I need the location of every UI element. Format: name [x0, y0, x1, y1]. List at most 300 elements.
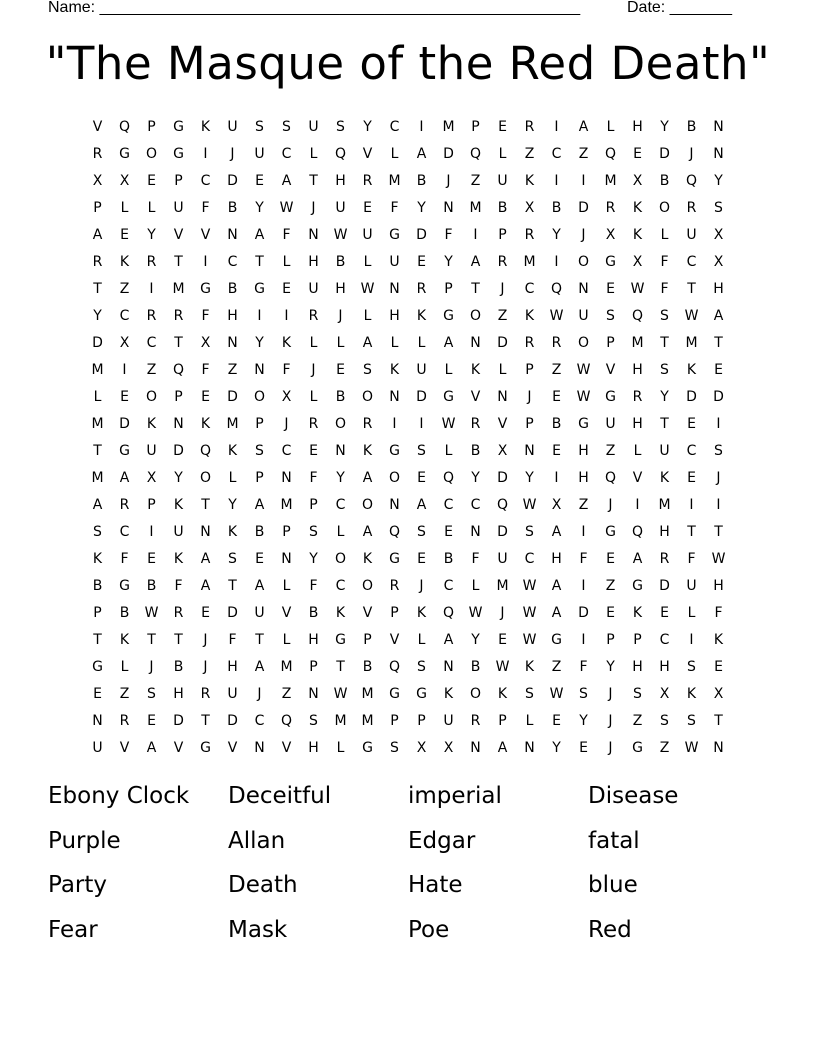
grid-letter: E — [660, 604, 669, 621]
grid-letter: M — [361, 685, 374, 702]
grid-letter: K — [524, 658, 535, 675]
grid-letter: N — [281, 550, 292, 567]
grid-letter: P — [606, 334, 615, 351]
grid-letter: I — [554, 469, 559, 486]
grid-letter: L — [444, 361, 453, 378]
grid-letter: Y — [471, 469, 480, 486]
grid-row — [84, 194, 732, 221]
grid-letter: U — [659, 442, 670, 459]
grid-letter: F — [660, 253, 669, 270]
grid-letter: Q — [118, 118, 131, 135]
grid-letter: Y — [444, 253, 453, 270]
grid-letter: R — [146, 253, 157, 270]
grid-letter: B — [470, 442, 481, 459]
grid-letter: I — [581, 631, 586, 648]
grid-letter: F — [579, 550, 588, 567]
grid-letter: L — [498, 145, 507, 162]
grid-letter: X — [92, 172, 103, 189]
grid-letter: G — [254, 280, 265, 297]
grid-letter: M — [280, 496, 293, 513]
grid-letter: S — [93, 523, 102, 540]
grid-letter: G — [605, 253, 616, 270]
grid-letter: G — [389, 550, 400, 567]
grid-letter: M — [469, 199, 482, 216]
grid-letter: P — [444, 280, 453, 297]
grid-letter: G — [632, 739, 643, 756]
grid-letter: N — [443, 199, 454, 216]
grid-letter: L — [309, 388, 318, 405]
grid-letter: L — [444, 442, 453, 459]
grid-letter: G — [578, 415, 589, 432]
grid-letter: H — [632, 361, 643, 378]
grid-row — [84, 329, 732, 356]
grid-letter: E — [417, 253, 426, 270]
grid-letter: F — [309, 577, 318, 594]
grid-letter: R — [389, 577, 400, 594]
grid-letter: Y — [336, 469, 345, 486]
grid-letter: N — [470, 523, 481, 540]
grid-letter: S — [714, 442, 723, 459]
grid-letter: T — [255, 631, 264, 648]
grid-letter: F — [309, 469, 318, 486]
grid-letter: B — [173, 658, 184, 675]
grid-letter: M — [631, 334, 644, 351]
grid-letter: Q — [604, 469, 617, 486]
grid-letter: I — [419, 415, 424, 432]
grid-letter: X — [443, 739, 454, 756]
grid-letter: M — [334, 712, 347, 729]
grid-letter: X — [119, 172, 130, 189]
grid-letter: N — [497, 388, 508, 405]
grid-letter: K — [389, 361, 400, 378]
grid-letter: N — [173, 415, 184, 432]
grid-letter: K — [362, 442, 373, 459]
grid-letter: A — [416, 145, 427, 162]
grid-letter: G — [362, 739, 373, 756]
grid-letter: L — [498, 361, 507, 378]
grid-letter: A — [92, 496, 103, 513]
grid-letter: O — [145, 388, 158, 405]
grid-letter: W — [495, 658, 510, 675]
grid-letter: E — [498, 118, 507, 135]
grid-letter: N — [335, 442, 346, 459]
grid-letter: F — [282, 361, 291, 378]
grid-letter: M — [91, 469, 104, 486]
grid-letter: C — [686, 253, 697, 270]
grid-letter: C — [200, 172, 211, 189]
grid-letter: Z — [281, 685, 292, 702]
grid-letter: A — [551, 523, 562, 540]
grid-letter: T — [201, 496, 210, 513]
grid-letter: R — [470, 712, 481, 729]
grid-letter: I — [716, 496, 721, 513]
grid-letter: E — [201, 604, 210, 621]
grid-letter: H — [227, 307, 238, 324]
grid-letter: S — [579, 685, 588, 702]
grid-letter: Y — [147, 226, 156, 243]
grid-letter: A — [578, 118, 589, 135]
grid-letter: D — [173, 442, 184, 459]
grid-letter: Z — [605, 577, 616, 594]
grid-letter: V — [605, 361, 616, 378]
grid-letter: U — [416, 361, 427, 378]
grid-letter: N — [254, 361, 265, 378]
grid-row — [84, 248, 732, 275]
grid-letter: G — [416, 685, 427, 702]
grid-letter: Q — [388, 658, 401, 675]
grid-letter: E — [444, 523, 453, 540]
grid-letter: H — [389, 307, 400, 324]
grid-letter: J — [149, 658, 154, 675]
grid-letter: G — [443, 388, 454, 405]
grid-letter: X — [632, 253, 643, 270]
grid-letter: G — [389, 685, 400, 702]
word-list — [48, 776, 768, 954]
grid-letter: V — [119, 739, 130, 756]
grid-letter: H — [308, 739, 319, 756]
grid-letter: R — [119, 496, 130, 513]
grid-letter: X — [524, 199, 535, 216]
grid-letter: W — [333, 226, 348, 243]
grid-letter: D — [497, 334, 508, 351]
grid-letter: I — [581, 523, 586, 540]
grid-letter: T — [147, 631, 156, 648]
grid-letter: O — [253, 388, 266, 405]
grid-letter: P — [309, 658, 318, 675]
grid-letter: E — [120, 226, 129, 243]
grid-letter: W — [684, 307, 699, 324]
grid-letter: H — [578, 469, 589, 486]
grid-letter: K — [632, 199, 643, 216]
grid-letter: U — [389, 253, 400, 270]
grid-letter: V — [200, 226, 211, 243]
grid-letter: R — [92, 253, 103, 270]
word-list-item: Mask — [228, 916, 288, 943]
grid-letter: E — [93, 685, 102, 702]
grid-letter: F — [228, 631, 237, 648]
grid-letter: D — [713, 388, 724, 405]
grid-letter: K — [416, 604, 427, 621]
grid-letter: Z — [551, 658, 562, 675]
grid-letter: I — [149, 523, 154, 540]
grid-letter: H — [551, 550, 562, 567]
grid-letter: H — [308, 631, 319, 648]
grid-letter: T — [309, 172, 318, 189]
grid-row — [84, 464, 732, 491]
grid-letter: B — [92, 577, 103, 594]
grid-letter: S — [633, 685, 642, 702]
grid-letter: K — [227, 442, 238, 459]
word-list-item: fatal — [588, 827, 640, 854]
grid-letter: Z — [578, 496, 589, 513]
grid-letter: Y — [714, 172, 723, 189]
grid-letter: A — [200, 577, 211, 594]
grid-letter: B — [254, 523, 265, 540]
grid-letter: H — [227, 658, 238, 675]
grid-letter: Z — [632, 712, 643, 729]
word-list-item: Death — [228, 872, 298, 898]
grid-letter: I — [554, 172, 559, 189]
grid-row — [84, 599, 732, 626]
grid-letter: E — [147, 172, 156, 189]
grid-letter: H — [713, 280, 724, 297]
grid-letter: X — [605, 226, 616, 243]
grid-row — [84, 680, 732, 707]
grid-letter: M — [685, 334, 698, 351]
grid-letter: B — [497, 199, 508, 216]
grid-letter: S — [525, 523, 534, 540]
grid-letter: Q — [631, 307, 644, 324]
grid-letter: U — [443, 712, 454, 729]
grid-letter: S — [390, 739, 399, 756]
grid-letter: J — [608, 712, 613, 729]
grid-letter: Y — [228, 496, 237, 513]
grid-letter: R — [497, 253, 508, 270]
grid-letter: K — [443, 685, 454, 702]
grid-letter: U — [497, 172, 508, 189]
grid-letter: K — [497, 685, 508, 702]
grid-letter: Y — [552, 739, 561, 756]
grid-letter: F — [471, 550, 480, 567]
grid-letter: T — [714, 334, 723, 351]
grid-letter: H — [713, 577, 724, 594]
grid-letter: G — [551, 631, 562, 648]
grid-letter: K — [173, 550, 184, 567]
grid-row — [84, 302, 732, 329]
grid-letter: A — [146, 739, 157, 756]
grid-letter: T — [471, 280, 480, 297]
grid-letter: U — [497, 550, 508, 567]
grid-letter: A — [497, 739, 508, 756]
word-list-item: Poe — [408, 916, 450, 943]
grid-letter: W — [468, 604, 483, 621]
grid-letter: E — [552, 712, 561, 729]
grid-letter: D — [578, 604, 589, 621]
grid-letter: X — [713, 226, 724, 243]
grid-letter: D — [92, 334, 103, 351]
grid-letter: P — [525, 361, 534, 378]
grid-letter: P — [174, 172, 183, 189]
grid-letter: X — [200, 334, 211, 351]
grid-letter: E — [201, 388, 210, 405]
grid-letter: K — [200, 118, 211, 135]
grid-row — [84, 383, 732, 410]
grid-letter: M — [361, 712, 374, 729]
grid-letter: T — [660, 334, 669, 351]
grid-letter: R — [92, 145, 103, 162]
grid-letter: X — [713, 685, 724, 702]
grid-letter: L — [606, 118, 615, 135]
grid-letter: H — [173, 685, 184, 702]
grid-row — [84, 707, 732, 734]
grid-letter: G — [200, 739, 211, 756]
grid-letter: M — [172, 280, 185, 297]
grid-letter: J — [581, 226, 586, 243]
grid-letter: B — [686, 118, 697, 135]
grid-letter: T — [93, 631, 102, 648]
grid-letter: K — [686, 685, 697, 702]
grid-letter: N — [200, 523, 211, 540]
grid-letter: J — [608, 496, 613, 513]
grid-letter: E — [255, 172, 264, 189]
grid-letter: O — [145, 145, 158, 162]
grid-letter: V — [470, 388, 481, 405]
word-list-item: Red — [588, 916, 632, 943]
grid-letter: H — [335, 172, 346, 189]
grid-letter: X — [146, 469, 157, 486]
grid-letter: N — [713, 739, 724, 756]
grid-letter: V — [227, 739, 238, 756]
grid-letter: K — [281, 334, 292, 351]
grid-letter: G — [173, 145, 184, 162]
grid-letter: G — [119, 442, 130, 459]
grid-letter: T — [93, 280, 102, 297]
grid-letter: I — [581, 577, 586, 594]
grid-letter: D — [416, 226, 427, 243]
grid-letter: W — [684, 739, 699, 756]
grid-letter: Y — [606, 658, 615, 675]
grid-letter: U — [362, 226, 373, 243]
grid-letter: G — [119, 145, 130, 162]
grid-letter: U — [308, 118, 319, 135]
grid-letter: N — [389, 280, 400, 297]
grid-letter: X — [119, 334, 130, 351]
grid-letter: N — [713, 145, 724, 162]
grid-letter: M — [388, 172, 401, 189]
grid-letter: S — [255, 442, 264, 459]
grid-letter: L — [282, 577, 291, 594]
grid-letter: Q — [631, 523, 644, 540]
grid-letter: Z — [659, 739, 670, 756]
grid-letter: C — [443, 496, 454, 513]
grid-letter: S — [687, 712, 696, 729]
grid-letter: M — [658, 496, 671, 513]
grid-letter: R — [416, 280, 427, 297]
grid-letter: R — [362, 172, 373, 189]
grid-letter: P — [147, 118, 156, 135]
grid-letter: S — [687, 658, 696, 675]
grid-letter: I — [554, 253, 559, 270]
grid-letter: E — [687, 415, 696, 432]
grid-letter: B — [119, 604, 130, 621]
word-list-item: Party — [48, 872, 108, 898]
grid-letter: B — [416, 172, 427, 189]
grid-letter: U — [146, 442, 157, 459]
grid-letter: X — [551, 496, 562, 513]
grid-letter: Z — [227, 361, 238, 378]
grid-letter: N — [227, 226, 238, 243]
grid-letter: Y — [255, 334, 264, 351]
grid-letter: S — [417, 442, 426, 459]
grid-letter: U — [227, 685, 238, 702]
grid-letter: R — [686, 199, 697, 216]
grid-letter: F — [444, 226, 453, 243]
grid-letter: U — [578, 307, 589, 324]
grid-letter: G — [389, 226, 400, 243]
grid-letter: H — [308, 253, 319, 270]
grid-letter: O — [334, 550, 347, 567]
grid-letter: U — [335, 199, 346, 216]
grid-letter: J — [311, 199, 316, 216]
grid-letter: C — [254, 712, 265, 729]
grid-letter: J — [500, 280, 505, 297]
grid-letter: A — [362, 469, 373, 486]
grid-letter: V — [497, 415, 508, 432]
grid-letter: K — [632, 604, 643, 621]
grid-letter: U — [173, 523, 184, 540]
grid-letter: F — [714, 604, 723, 621]
grid-letter: U — [173, 199, 184, 216]
grid-letter: A — [254, 226, 265, 243]
grid-letter: E — [255, 550, 264, 567]
grid-letter: C — [659, 631, 670, 648]
grid-letter: D — [659, 577, 670, 594]
date-field-line: Date: _______ — [627, 0, 732, 16]
grid-letter: C — [335, 496, 346, 513]
grid-letter: A — [443, 334, 454, 351]
grid-letter: K — [200, 415, 211, 432]
grid-row — [84, 113, 732, 140]
grid-row — [84, 626, 732, 653]
grid-letter: K — [659, 469, 670, 486]
grid-letter: E — [417, 550, 426, 567]
grid-letter: L — [390, 334, 399, 351]
grid-letter: P — [174, 388, 183, 405]
word-list-item: Purple — [48, 827, 121, 854]
grid-letter: B — [227, 199, 238, 216]
grid-letter: C — [551, 145, 562, 162]
grid-letter: M — [496, 577, 509, 594]
grid-letter: A — [254, 577, 265, 594]
grid-letter: T — [714, 712, 723, 729]
grid-letter: E — [606, 550, 615, 567]
grid-letter: R — [173, 307, 184, 324]
grid-letter: R — [605, 199, 616, 216]
grid-letter: V — [281, 739, 292, 756]
grid-letter: I — [122, 361, 127, 378]
grid-letter: D — [227, 172, 238, 189]
word-list-item: Hate — [408, 872, 463, 898]
grid-letter: A — [632, 550, 643, 567]
grid-letter: A — [92, 226, 103, 243]
grid-letter: F — [174, 577, 183, 594]
grid-letter: K — [713, 631, 724, 648]
grid-letter: L — [228, 469, 237, 486]
grid-letter: L — [471, 577, 480, 594]
grid-letter: D — [443, 145, 454, 162]
letter-grid — [84, 113, 732, 761]
grid-letter: K — [686, 361, 697, 378]
grid-letter: F — [201, 361, 210, 378]
grid-letter: N — [470, 739, 481, 756]
grid-letter: G — [335, 631, 346, 648]
grid-letter: K — [227, 523, 238, 540]
grid-letter: X — [281, 388, 292, 405]
grid-letter: C — [389, 118, 400, 135]
grid-letter: S — [660, 712, 669, 729]
grid-letter: L — [633, 442, 642, 459]
grid-letter: P — [255, 415, 264, 432]
grid-letter: P — [498, 712, 507, 729]
grid-letter: D — [173, 712, 184, 729]
grid-letter: Q — [442, 469, 455, 486]
grid-letter: O — [361, 496, 374, 513]
grid-letter: C — [119, 307, 130, 324]
grid-letter: V — [173, 739, 184, 756]
grid-letter: S — [660, 361, 669, 378]
grid-letter: I — [419, 118, 424, 135]
grid-letter: J — [527, 388, 532, 405]
